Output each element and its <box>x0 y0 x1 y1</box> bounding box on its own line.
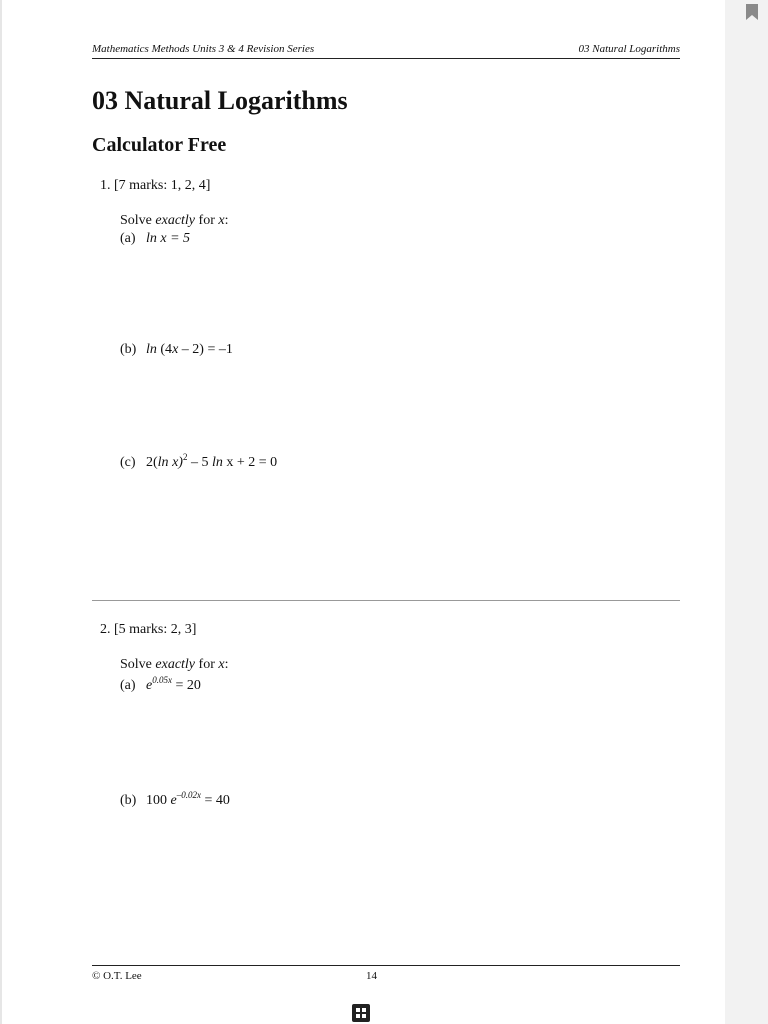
viewer-margin <box>725 0 768 1024</box>
footer-author: © O.T. Lee <box>92 970 142 982</box>
section-title: Calculator Free <box>92 134 227 156</box>
question-2-instruction: Solve exactly for x: <box>120 657 229 672</box>
footer-rule <box>92 965 680 966</box>
question-1-instruction: Solve exactly for x: <box>120 213 229 228</box>
question-1a: (a) ln x = 5 <box>120 231 191 246</box>
question-1b: (b) ln (4x – 2) = –1 <box>120 342 233 357</box>
grid-cell <box>356 1008 360 1012</box>
question-2a: (a) $e^{0.05x} = 20$ <box>120 675 201 693</box>
grid-cell <box>356 1014 360 1018</box>
bookmark-icon[interactable] <box>746 4 758 20</box>
grid-icon[interactable] <box>352 1004 370 1022</box>
page-number: 14 <box>366 970 377 982</box>
grid-cell <box>362 1014 366 1018</box>
question-1c: (c) 2(ln x)$^2$ – 5 ln x + 2 = 0 <box>120 452 278 470</box>
page-title: 03 Natural Logarithms <box>92 86 348 115</box>
question-2-heading: 2. [5 marks: 2, 3] <box>100 622 197 637</box>
page-edge <box>0 0 2 1024</box>
header-series-title: Mathematics Methods Units 3 & 4 Revision Series <box>92 43 315 55</box>
question-2b: (b) 100 $e^{-0.02x} = 40$ <box>120 790 230 808</box>
question-1-heading: 1. [7 marks: 1, 2, 4] <box>100 178 211 193</box>
grid-cell <box>362 1008 366 1012</box>
section-divider <box>92 600 680 601</box>
header-chapter-title: 03 Natural Logarithms <box>578 43 680 55</box>
page-header <box>92 42 680 59</box>
